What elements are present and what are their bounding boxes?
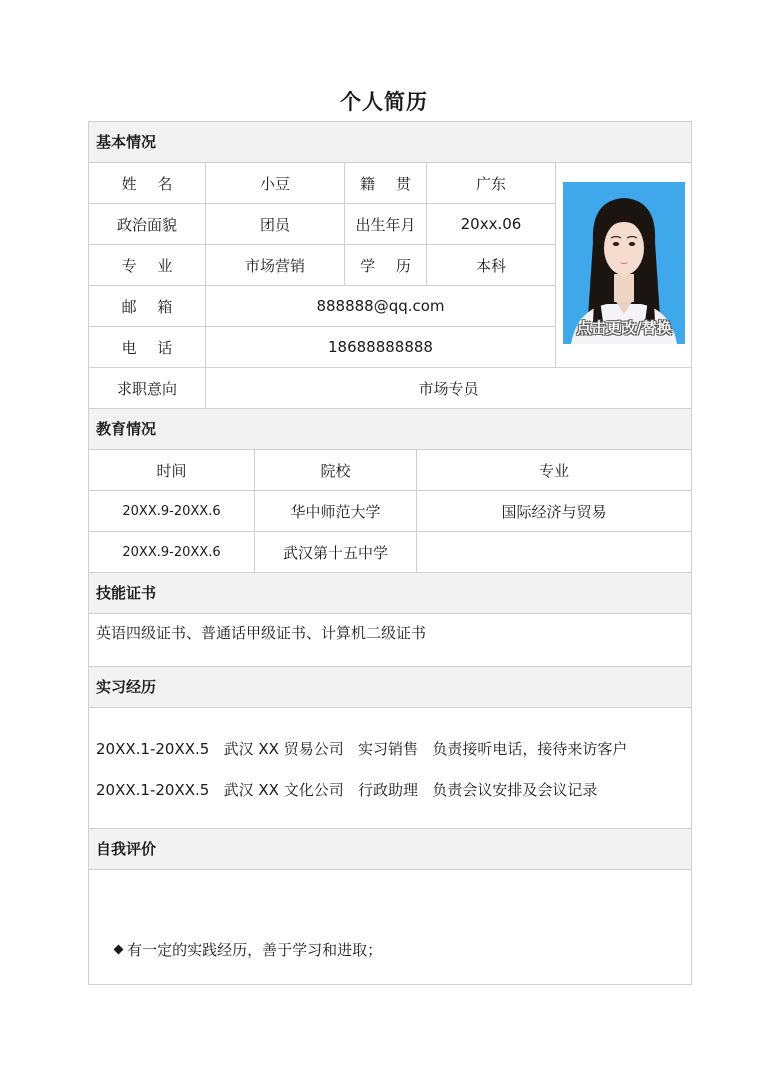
diamond-bullet-icon [114,945,124,955]
edu-col-school: 院校 [320,461,351,480]
birth-label: 出生年月 [355,215,416,234]
political-value[interactable]: 团员 [259,215,290,234]
intent-label: 求职意向 [116,379,177,398]
edu-row2-time[interactable]: 20XX.9-20XX.6 [122,544,221,560]
section-education-heading: 教育情况 [89,409,691,449]
email-label: 邮 箱 [121,297,181,316]
major-value[interactable]: 市场营销 [244,256,305,275]
page-title: 个人简历 [340,90,428,114]
photo-change-caption[interactable]: 点击更改/替换 [576,319,672,337]
edu-col-major: 专业 [538,461,569,480]
edu-row2-school[interactable]: 武汉第十五中学 [282,543,388,562]
section-internship-heading: 实习经历 [89,667,691,707]
section-basic-heading: 基本情况 [89,122,691,162]
edu-row2-major[interactable] [417,532,691,572]
intent-value[interactable]: 市场专员 [418,379,479,398]
political-label: 政治面貌 [116,215,177,234]
origin-value[interactable]: 广东 [475,174,506,193]
email-value[interactable]: 888888@qq.com [316,297,445,315]
name-label: 姓 名 [121,174,181,193]
phone-label: 电 话 [121,338,181,357]
section-self-eval-heading: 自我评价 [89,829,691,869]
degree-label: 学 历 [360,256,419,275]
edu-row1-major[interactable]: 国际经济与贸易 [501,502,607,521]
name-value[interactable]: 小豆 [259,174,290,193]
internship-line-1[interactable]: 20XX.1-20XX.5 武汉 XX 贸易公司 实习销售 负责接听电话，接待来访客户 [96,740,628,758]
internship-line-2[interactable]: 20XX.1-20XX.5 武汉 XX 文化公司 行政助理 负责会议安排及会议记录 [96,781,598,799]
birth-value[interactable]: 20xx.06 [460,215,522,233]
edu-col-time: 时间 [156,461,187,480]
section-skills-heading: 技能证书 [89,573,691,613]
profile-photo[interactable] [563,182,685,344]
origin-label: 籍 贯 [360,174,419,193]
skills-text[interactable]: 英语四级证书、普通话甲级证书、计算机二级证书 [96,624,427,642]
degree-value[interactable]: 本科 [475,256,506,275]
major-label: 专 业 [121,256,181,275]
phone-value[interactable]: 18688888888 [328,338,433,356]
self-eval-item[interactable] [96,921,382,978]
self-eval-item-text: 有一定的实践经历，善于学习和进取； [127,941,383,959]
edu-row1-time[interactable]: 20XX.9-20XX.6 [122,503,221,519]
resume-sheet [88,121,692,985]
edu-row1-school[interactable]: 华中师范大学 [290,502,381,521]
